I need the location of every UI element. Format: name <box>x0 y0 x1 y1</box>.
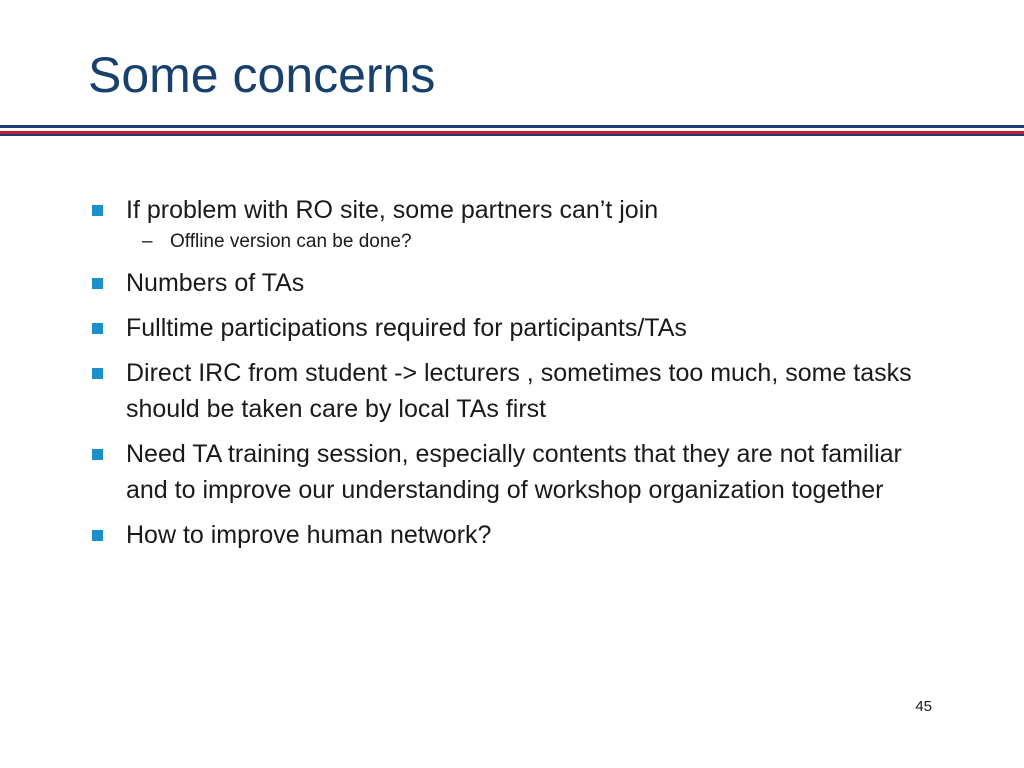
bullet-text: If problem with RO site, some partners can’t join <box>126 196 659 224</box>
square-bullet-icon <box>92 278 103 289</box>
bullet-text: How to improve human network? <box>126 521 492 549</box>
square-bullet-icon <box>92 449 103 460</box>
sub-bullet-item <box>90 229 950 255</box>
square-bullet-icon <box>92 323 103 334</box>
bullet-text: Need TA training session, especially contents that they are not familiar and to improve our understanding of workshop organization together <box>126 440 902 504</box>
square-bullet-icon <box>92 530 103 541</box>
bullet-item <box>90 517 950 553</box>
bullet-item <box>90 265 950 301</box>
bullet-item <box>90 192 950 228</box>
bullet-text: Numbers of TAs <box>126 269 305 297</box>
slide-title: Some concerns <box>88 47 436 103</box>
header-rule-blue-bottom <box>0 134 1024 136</box>
bullet-text: Direct IRC from student -> lecturers , sometimes too much, some tasks should be taken care by local TAs first <box>126 359 912 423</box>
square-bullet-icon <box>92 205 103 216</box>
square-bullet-icon <box>92 368 103 379</box>
bullet-item <box>90 436 950 508</box>
sub-bullet-text: Offline version can be done? <box>170 231 412 252</box>
page-number: 45 <box>915 698 932 715</box>
dash-bullet-icon: – <box>142 231 153 252</box>
bullet-item <box>90 310 950 346</box>
bullet-item <box>90 355 950 427</box>
bullet-list <box>90 192 950 562</box>
bullet-text: Fulltime participations required for participants/TAs <box>126 314 687 342</box>
